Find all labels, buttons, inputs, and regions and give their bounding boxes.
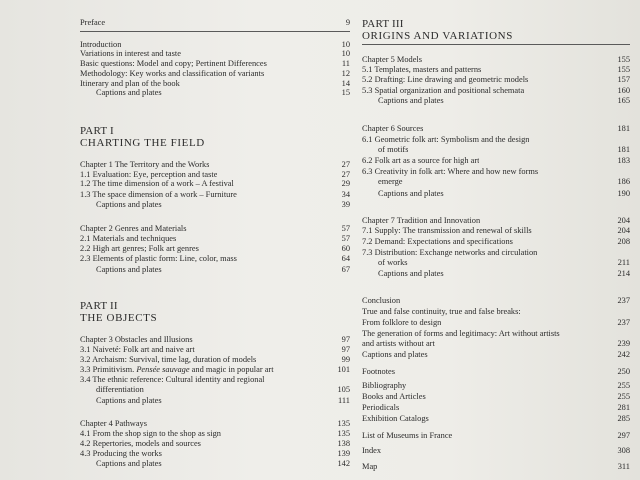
toc-entry[interactable] bbox=[80, 459, 350, 468]
entry-page: 12 bbox=[341, 69, 350, 78]
toc-entry-map[interactable] bbox=[362, 462, 630, 471]
entry-title: 4.2 Repertories, models and sources bbox=[80, 439, 201, 448]
entry-title: Captions and plates bbox=[378, 269, 444, 278]
entry-title: Captions and plates bbox=[96, 396, 162, 405]
toc-entry[interactable] bbox=[362, 258, 630, 267]
entry-page: 255 bbox=[617, 381, 630, 390]
entry-page: 15 bbox=[341, 88, 350, 97]
entry-page: 250 bbox=[617, 367, 630, 376]
toc-entry[interactable] bbox=[362, 350, 630, 359]
part-heading: PART II bbox=[80, 300, 118, 312]
toc-entry[interactable] bbox=[362, 96, 630, 105]
entry-page: 101 bbox=[337, 365, 350, 374]
toc-entry[interactable] bbox=[362, 167, 630, 176]
entry-title: and artists without art bbox=[362, 339, 435, 348]
entry-page: 237 bbox=[617, 318, 630, 327]
toc-entry[interactable] bbox=[362, 86, 630, 95]
entry-title: 4.3 Producing the works bbox=[80, 449, 162, 458]
entry-title: Periodicals bbox=[362, 403, 400, 412]
entry-page: 186 bbox=[617, 177, 630, 186]
entry-page: 34 bbox=[341, 190, 350, 199]
entry-title: Captions and plates bbox=[96, 88, 162, 97]
divider-rule bbox=[362, 44, 630, 45]
entry-page: 142 bbox=[337, 459, 350, 468]
entry-title: 2.3 Elements of plastic form: Line, color, mass bbox=[80, 254, 237, 263]
toc-entry[interactable] bbox=[362, 177, 630, 186]
entry-page: 9 bbox=[345, 18, 350, 27]
entry-page: 237 bbox=[617, 296, 630, 305]
entry-title: Chapter 2 Genres and Materials bbox=[80, 224, 187, 233]
entry-title: of motifs bbox=[378, 145, 409, 154]
entry-page: 57 bbox=[341, 234, 350, 243]
entry-title: Exhibition Catalogs bbox=[362, 414, 429, 423]
part-subheading: THE OBJECTS bbox=[80, 312, 158, 324]
toc-entry-conclusion[interactable] bbox=[362, 296, 630, 305]
entry-page: 181 bbox=[617, 145, 630, 154]
entry-page: 57 bbox=[341, 224, 350, 233]
entry-page: 160 bbox=[617, 86, 630, 95]
chapter-heading[interactable] bbox=[362, 216, 630, 225]
entry-title: 5.3 Spatial organization and positional schemata bbox=[362, 86, 525, 95]
entry-title: Preface bbox=[80, 18, 106, 27]
part-heading: PART III bbox=[362, 18, 404, 30]
toc-entry[interactable] bbox=[362, 65, 630, 74]
entry-title: The generation of forms and legitimacy: Art without artists bbox=[362, 329, 560, 338]
entry-page: 11 bbox=[341, 59, 350, 68]
entry-title: 3.2 Archaism: Survival, time lag, duration of models bbox=[80, 355, 257, 364]
entry-title: Chapter 5 Models bbox=[362, 55, 423, 64]
entry-title: 4.1 From the shop sign to the shop as sign bbox=[80, 429, 221, 438]
entry-page: 157 bbox=[617, 75, 630, 84]
toc-entry[interactable] bbox=[362, 156, 630, 165]
entry-page: 111 bbox=[338, 396, 350, 405]
toc-entry[interactable] bbox=[362, 248, 630, 257]
toc-entry[interactable] bbox=[80, 79, 350, 88]
toc-entry[interactable] bbox=[362, 403, 630, 412]
toc-entry[interactable] bbox=[80, 265, 350, 274]
entry-page: 204 bbox=[617, 226, 630, 235]
entry-title: Captions and plates bbox=[362, 350, 428, 359]
toc-entry[interactable] bbox=[362, 392, 630, 401]
entry-title: 7.3 Distribution: Exchange networks and circulation bbox=[362, 248, 538, 257]
entry-page: 27 bbox=[341, 170, 350, 179]
entry-page: 10 bbox=[341, 40, 350, 49]
entry-title: 2.1 Materials and techniques bbox=[80, 234, 177, 243]
part-heading: PART I bbox=[80, 125, 114, 137]
entry-title: 6.3 Creativity in folk art: Where and how new forms bbox=[362, 167, 539, 176]
entry-title: Captions and plates bbox=[378, 96, 444, 105]
entry-page: 211 bbox=[617, 258, 630, 267]
toc-entry[interactable] bbox=[362, 75, 630, 84]
entry-title: Chapter 7 Tradition and Innovation bbox=[362, 216, 481, 225]
toc-entry[interactable] bbox=[362, 414, 630, 423]
chapter-heading[interactable] bbox=[80, 160, 350, 169]
entry-title: 6.1 Geometric folk art: Symbolism and the design bbox=[362, 135, 530, 144]
toc-entry[interactable] bbox=[80, 365, 350, 374]
toc-entry[interactable] bbox=[80, 375, 350, 384]
entry-page: 239 bbox=[617, 339, 630, 348]
entry-page: 190 bbox=[617, 189, 630, 198]
entry-title: List of Museums in France bbox=[362, 431, 453, 440]
entry-page: 14 bbox=[341, 79, 350, 88]
chapter-heading[interactable] bbox=[362, 55, 630, 64]
toc-entry[interactable] bbox=[80, 254, 350, 263]
toc-entry-preface[interactable] bbox=[80, 18, 350, 27]
entry-page: 297 bbox=[617, 431, 630, 440]
entry-page: 165 bbox=[617, 96, 630, 105]
entry-page: 29 bbox=[341, 179, 350, 188]
entry-title: Chapter 4 Pathways bbox=[80, 419, 147, 428]
entry-title: 6.2 Folk art as a source for high art bbox=[362, 156, 480, 165]
toc-entry[interactable] bbox=[362, 135, 630, 144]
entry-title: 7.2 Demand: Expectations and specifications bbox=[362, 237, 513, 246]
toc-entry[interactable] bbox=[362, 318, 630, 327]
entry-title: Index bbox=[362, 446, 382, 455]
entry-title: Footnotes bbox=[362, 367, 396, 376]
toc-entry[interactable] bbox=[80, 170, 350, 179]
entry-page: 308 bbox=[617, 446, 630, 455]
entry-page: 64 bbox=[341, 254, 350, 263]
entry-page: 155 bbox=[617, 55, 630, 64]
entry-title: 7.1 Supply: The transmission and renewal of skills bbox=[362, 226, 532, 235]
part-subheading: CHARTING THE FIELD bbox=[80, 137, 205, 149]
entry-page: 285 bbox=[617, 414, 630, 423]
entry-title: Bibliography bbox=[362, 381, 407, 390]
entry-title: 5.1 Templates, masters and patterns bbox=[362, 65, 482, 74]
toc-entry[interactable] bbox=[80, 179, 350, 188]
entry-title: Chapter 3 Obstacles and Illusions bbox=[80, 335, 193, 344]
entry-page: 281 bbox=[617, 403, 630, 412]
entry-title: 1.3 The space dimension of a work – Furniture bbox=[80, 190, 237, 199]
entry-title: 2.2 High art genres; Folk art genres bbox=[80, 244, 199, 253]
entry-page: 311 bbox=[617, 462, 630, 471]
toc-entry[interactable] bbox=[80, 345, 350, 354]
entry-page: 135 bbox=[337, 419, 350, 428]
entry-title: 5.2 Drafting: Line drawing and geometric models bbox=[362, 75, 529, 84]
toc-entry-museums[interactable] bbox=[362, 431, 630, 440]
toc-entry-footnotes[interactable] bbox=[362, 367, 630, 376]
toc-entry[interactable] bbox=[80, 49, 350, 58]
toc-entry[interactable] bbox=[80, 429, 350, 438]
entry-title: Map bbox=[362, 462, 378, 471]
toc-entry[interactable] bbox=[80, 244, 350, 253]
entry-title: Captions and plates bbox=[96, 459, 162, 468]
entry-title: Captions and plates bbox=[378, 189, 444, 198]
toc-entry-index[interactable] bbox=[362, 446, 630, 455]
entry-page: 181 bbox=[617, 124, 630, 133]
entry-title: differentiation bbox=[96, 385, 144, 394]
entry-title: Captions and plates bbox=[96, 200, 162, 209]
toc-entry[interactable] bbox=[80, 234, 350, 243]
entry-title: 3.4 The ethnic reference: Cultural identity and regional bbox=[80, 375, 265, 384]
entry-title: Introduction bbox=[80, 40, 122, 49]
entry-page: 105 bbox=[337, 385, 350, 394]
toc-entry[interactable] bbox=[362, 329, 630, 338]
entry-page: 10 bbox=[341, 49, 350, 58]
entry-title: 1.2 The time dimension of a work – A festival bbox=[80, 179, 234, 188]
entry-page: 139 bbox=[337, 449, 350, 458]
entry-page: 138 bbox=[337, 439, 350, 448]
toc-entry-bibliography[interactable] bbox=[362, 381, 630, 390]
toc-entry[interactable] bbox=[80, 200, 350, 209]
entry-title: True and false continuity, true and false breaks: bbox=[362, 307, 521, 316]
toc-entry[interactable] bbox=[362, 237, 630, 246]
entry-title: 3.1 Naiveté: Folk art and naive art bbox=[80, 345, 195, 354]
chapter-heading[interactable] bbox=[80, 419, 350, 428]
entry-page: 97 bbox=[341, 345, 350, 354]
entry-title: Itinerary and plan of the book bbox=[80, 79, 180, 88]
toc-entry[interactable] bbox=[80, 396, 350, 405]
chapter-heading[interactable] bbox=[80, 335, 350, 344]
part-subheading: ORIGINS AND VARIATIONS bbox=[362, 30, 513, 42]
toc-entry[interactable] bbox=[80, 59, 350, 68]
entry-title: Captions and plates bbox=[96, 265, 162, 274]
entry-page: 255 bbox=[617, 392, 630, 401]
toc-entry[interactable] bbox=[362, 269, 630, 278]
toc-entry[interactable] bbox=[80, 385, 350, 394]
entry-page: 214 bbox=[617, 269, 630, 278]
entry-title: Chapter 6 Sources bbox=[362, 124, 424, 133]
toc-entry[interactable] bbox=[362, 226, 630, 235]
entry-page: 97 bbox=[341, 335, 350, 344]
entry-page: 208 bbox=[617, 237, 630, 246]
divider-rule bbox=[80, 31, 350, 32]
entry-page: 242 bbox=[617, 350, 630, 359]
toc-entry[interactable] bbox=[80, 69, 350, 78]
chapter-heading[interactable] bbox=[80, 224, 350, 233]
entry-page: 99 bbox=[341, 355, 350, 364]
entry-page: 67 bbox=[341, 265, 350, 274]
entry-title: emerge bbox=[378, 177, 403, 186]
entry-title: Conclusion bbox=[362, 296, 401, 305]
toc-entry[interactable] bbox=[80, 355, 350, 364]
entry-page: 204 bbox=[617, 216, 630, 225]
toc-entry[interactable] bbox=[362, 339, 630, 348]
chapter-heading[interactable] bbox=[362, 124, 630, 133]
entry-page: 60 bbox=[341, 244, 350, 253]
toc-entry[interactable] bbox=[80, 439, 350, 448]
toc-entry[interactable] bbox=[362, 307, 630, 316]
entry-title: From folklore to design bbox=[362, 318, 442, 327]
entry-title: of works bbox=[378, 258, 408, 267]
entry-title: Variations in interest and taste bbox=[80, 49, 181, 58]
entry-page: 183 bbox=[617, 156, 630, 165]
toc-entry[interactable] bbox=[362, 145, 630, 154]
toc-entry[interactable] bbox=[80, 449, 350, 458]
toc-entry[interactable] bbox=[80, 190, 350, 199]
entry-page: 135 bbox=[337, 429, 350, 438]
toc-entry[interactable] bbox=[80, 40, 350, 49]
entry-page: 155 bbox=[617, 65, 630, 74]
toc-entry[interactable] bbox=[80, 88, 350, 97]
entry-title: Methodology: Key works and classification of variants bbox=[80, 69, 265, 78]
entry-page: 27 bbox=[341, 160, 350, 169]
entry-title: 3.3 Primitivism. Pensée sauvage and magic in popular art bbox=[80, 365, 274, 374]
entry-title: 1.1 Evaluation: Eye, perception and taste bbox=[80, 170, 218, 179]
entry-title: Chapter 1 The Territory and the Works bbox=[80, 160, 210, 169]
entry-title: Books and Articles bbox=[362, 392, 426, 401]
entry-page: 39 bbox=[341, 200, 350, 209]
toc-entry[interactable] bbox=[362, 189, 630, 198]
entry-title: Basic questions: Model and copy; Pertinent Differences bbox=[80, 59, 267, 68]
